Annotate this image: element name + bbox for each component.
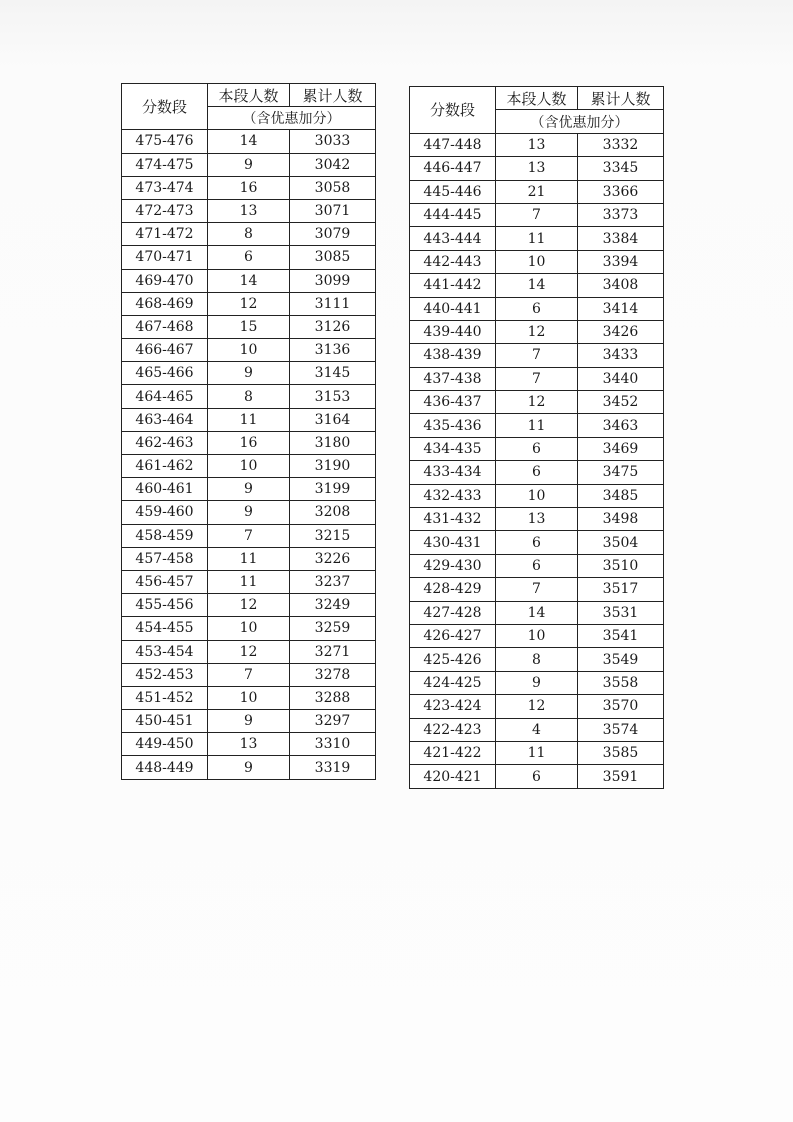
cumulative-cell: 3058 (290, 176, 376, 199)
count-cell: 9 (208, 710, 290, 733)
count-cell: 7 (208, 524, 290, 547)
count-cell: 14 (208, 269, 290, 292)
table-row (122, 710, 376, 733)
cumulative-cell: 3498 (578, 508, 664, 531)
table-row (122, 733, 376, 756)
table-row (410, 203, 664, 226)
count-cell: 14 (496, 601, 578, 624)
table-row (122, 663, 376, 686)
table-row (410, 578, 664, 601)
cumulative-cell: 3145 (290, 362, 376, 385)
table-row (122, 756, 376, 779)
count-cell: 4 (496, 718, 578, 741)
count-cell: 11 (208, 408, 290, 431)
table-row (410, 508, 664, 531)
count-cell: 7 (496, 578, 578, 601)
cumulative-cell: 3288 (290, 686, 376, 709)
table-row (122, 130, 376, 153)
cumulative-cell: 3591 (578, 765, 664, 788)
count-cell: 8 (208, 385, 290, 408)
score-range-cell: 427-428 (410, 601, 496, 624)
count-cell: 21 (496, 180, 578, 203)
cumulative-cell: 3394 (578, 250, 664, 273)
score-range-cell: 456-457 (122, 570, 208, 593)
count-cell: 13 (496, 133, 578, 156)
count-cell: 9 (208, 362, 290, 385)
cumulative-cell: 3469 (578, 437, 664, 460)
table-row (410, 157, 664, 180)
table-row (410, 320, 664, 343)
score-range-cell: 462-463 (122, 431, 208, 454)
score-range-cell: 443-444 (410, 227, 496, 250)
count-cell: 16 (208, 176, 290, 199)
table-row (410, 765, 664, 788)
score-range-cell: 440-441 (410, 297, 496, 320)
score-range-cell: 423-424 (410, 695, 496, 718)
cumulative-cell: 3531 (578, 601, 664, 624)
score-range-cell: 441-442 (410, 274, 496, 297)
count-cell: 11 (208, 570, 290, 593)
score-range-cell: 465-466 (122, 362, 208, 385)
cumulative-cell: 3099 (290, 269, 376, 292)
score-range-cell: 437-438 (410, 367, 496, 390)
cumulative-header: 累计人数 (578, 87, 664, 110)
count-cell: 10 (208, 339, 290, 362)
cumulative-cell: 3574 (578, 718, 664, 741)
cumulative-cell: 3345 (578, 157, 664, 180)
count-cell: 9 (208, 478, 290, 501)
cumulative-cell: 3249 (290, 594, 376, 617)
count-cell: 10 (496, 484, 578, 507)
table-row (122, 686, 376, 709)
count-cell: 14 (208, 130, 290, 153)
score-range-cell: 475-476 (122, 130, 208, 153)
cumulative-cell: 3433 (578, 344, 664, 367)
table-row (122, 501, 376, 524)
count-cell: 10 (208, 686, 290, 709)
cumulative-cell: 3485 (578, 484, 664, 507)
cumulative-cell: 3541 (578, 624, 664, 647)
count-cell: 6 (496, 461, 578, 484)
count-cell: 14 (496, 274, 578, 297)
cumulative-cell: 3366 (578, 180, 664, 203)
score-range-cell: 468-469 (122, 292, 208, 315)
table-row (122, 292, 376, 315)
score-range-cell: 433-434 (410, 461, 496, 484)
table-row (410, 344, 664, 367)
table-row (122, 617, 376, 640)
score-range-cell: 453-454 (122, 640, 208, 663)
score-range-cell: 448-449 (122, 756, 208, 779)
cumulative-cell: 3111 (290, 292, 376, 315)
table-row (122, 640, 376, 663)
count-cell: 15 (208, 315, 290, 338)
score-table-right (409, 86, 664, 789)
cumulative-cell: 3033 (290, 130, 376, 153)
score-range-cell: 431-432 (410, 508, 496, 531)
count-cell: 11 (496, 227, 578, 250)
cumulative-cell: 3079 (290, 223, 376, 246)
score-range-cell: 438-439 (410, 344, 496, 367)
score-range-cell: 439-440 (410, 320, 496, 343)
score-range-cell: 471-472 (122, 223, 208, 246)
score-range-cell: 470-471 (122, 246, 208, 269)
table-row (410, 601, 664, 624)
count-cell: 8 (496, 648, 578, 671)
table-row (410, 484, 664, 507)
count-cell: 12 (208, 594, 290, 617)
count-cell: 10 (496, 250, 578, 273)
cumulative-cell: 3042 (290, 153, 376, 176)
score-range-cell: 426-427 (410, 624, 496, 647)
count-cell: 7 (208, 663, 290, 686)
cumulative-cell: 3271 (290, 640, 376, 663)
table-row (122, 455, 376, 478)
cumulative-cell: 3570 (578, 695, 664, 718)
cumulative-cell: 3190 (290, 455, 376, 478)
count-cell: 8 (208, 223, 290, 246)
cumulative-cell: 3426 (578, 320, 664, 343)
cumulative-cell: 3259 (290, 617, 376, 640)
cumulative-cell: 3414 (578, 297, 664, 320)
cumulative-cell: 3549 (578, 648, 664, 671)
score-range-cell: 442-443 (410, 250, 496, 273)
count-cell: 13 (496, 508, 578, 531)
cumulative-cell: 3136 (290, 339, 376, 362)
table-row (122, 362, 376, 385)
score-range-cell: 450-451 (122, 710, 208, 733)
cumulative-cell: 3510 (578, 554, 664, 577)
count-cell: 7 (496, 367, 578, 390)
score-range-cell: 428-429 (410, 578, 496, 601)
bonus-note: （含优惠加分） (208, 107, 376, 130)
count-cell: 12 (496, 320, 578, 343)
count-cell: 7 (496, 203, 578, 226)
count-cell: 6 (496, 765, 578, 788)
cumulative-cell: 3504 (578, 531, 664, 554)
count-cell: 16 (208, 431, 290, 454)
count-cell: 12 (208, 640, 290, 663)
score-range-cell: 455-456 (122, 594, 208, 617)
table-row (410, 741, 664, 764)
score-range-cell: 420-421 (410, 765, 496, 788)
score-range-cell: 458-459 (122, 524, 208, 547)
score-range-cell: 424-425 (410, 671, 496, 694)
table-row (122, 478, 376, 501)
score-range-cell: 435-436 (410, 414, 496, 437)
score-range-cell: 464-465 (122, 385, 208, 408)
score-range-cell: 454-455 (122, 617, 208, 640)
table-row (410, 531, 664, 554)
count-cell: 9 (208, 756, 290, 779)
cumulative-cell: 3384 (578, 227, 664, 250)
score-range-cell: 422-423 (410, 718, 496, 741)
score-table-left (121, 83, 376, 780)
table-row (410, 391, 664, 414)
count-cell: 12 (496, 695, 578, 718)
bonus-note: （含优惠加分） (496, 110, 664, 133)
table-row (122, 315, 376, 338)
cumulative-cell: 3180 (290, 431, 376, 454)
count-cell: 13 (208, 733, 290, 756)
table-row (410, 695, 664, 718)
table-row (410, 437, 664, 460)
count-cell: 9 (496, 671, 578, 694)
score-range-cell: 430-431 (410, 531, 496, 554)
cumulative-cell: 3297 (290, 710, 376, 733)
table-row (410, 718, 664, 741)
cumulative-cell: 3237 (290, 570, 376, 593)
table-row (122, 385, 376, 408)
cumulative-cell: 3475 (578, 461, 664, 484)
cumulative-cell: 3126 (290, 315, 376, 338)
count-cell: 10 (208, 617, 290, 640)
score-range-cell: 449-450 (122, 733, 208, 756)
cumulative-cell: 3310 (290, 733, 376, 756)
table-row (410, 624, 664, 647)
count-cell: 13 (208, 199, 290, 222)
cumulative-cell: 3085 (290, 246, 376, 269)
score-range-cell: 451-452 (122, 686, 208, 709)
cumulative-cell: 3215 (290, 524, 376, 547)
score-range-cell: 474-475 (122, 153, 208, 176)
score-range-cell: 459-460 (122, 501, 208, 524)
score-range-cell: 446-447 (410, 157, 496, 180)
cumulative-cell: 3278 (290, 663, 376, 686)
table-row (122, 199, 376, 222)
score-range-cell: 444-445 (410, 203, 496, 226)
table-row (410, 554, 664, 577)
score-range-cell: 452-453 (122, 663, 208, 686)
table-row (410, 250, 664, 273)
cumulative-cell: 3440 (578, 367, 664, 390)
table-row (410, 648, 664, 671)
count-cell: 6 (496, 531, 578, 554)
cumulative-cell: 3558 (578, 671, 664, 694)
score-range-cell: 469-470 (122, 269, 208, 292)
count-cell: 12 (208, 292, 290, 315)
count-header: 本段人数 (208, 84, 290, 107)
cumulative-cell: 3208 (290, 501, 376, 524)
score-range-header: 分数段 (122, 84, 208, 130)
table-row (410, 133, 664, 156)
table-row (122, 246, 376, 269)
header-row (122, 84, 376, 107)
count-cell: 6 (496, 437, 578, 460)
table-row (122, 570, 376, 593)
score-range-cell: 436-437 (410, 391, 496, 414)
cumulative-cell: 3226 (290, 547, 376, 570)
score-range-cell: 457-458 (122, 547, 208, 570)
table-row (122, 223, 376, 246)
count-cell: 12 (496, 391, 578, 414)
count-cell: 9 (208, 153, 290, 176)
table-row (410, 671, 664, 694)
table-row (122, 269, 376, 292)
table-row (122, 408, 376, 431)
count-cell: 6 (208, 246, 290, 269)
table-row (122, 339, 376, 362)
score-range-cell: 445-446 (410, 180, 496, 203)
cumulative-cell: 3517 (578, 578, 664, 601)
table-row (122, 594, 376, 617)
score-range-cell: 461-462 (122, 455, 208, 478)
cumulative-cell: 3071 (290, 199, 376, 222)
count-cell: 6 (496, 554, 578, 577)
score-range-cell: 421-422 (410, 741, 496, 764)
score-range-cell: 429-430 (410, 554, 496, 577)
cumulative-cell: 3153 (290, 385, 376, 408)
count-cell: 10 (496, 624, 578, 647)
table-row (122, 176, 376, 199)
count-header: 本段人数 (496, 87, 578, 110)
score-range-cell: 463-464 (122, 408, 208, 431)
cumulative-cell: 3408 (578, 274, 664, 297)
table-row (122, 524, 376, 547)
table-row (410, 414, 664, 437)
count-cell: 9 (208, 501, 290, 524)
score-range-cell: 432-433 (410, 484, 496, 507)
count-cell: 11 (496, 741, 578, 764)
score-range-cell: 447-448 (410, 133, 496, 156)
score-range-cell: 434-435 (410, 437, 496, 460)
cumulative-cell: 3463 (578, 414, 664, 437)
table-row (410, 180, 664, 203)
count-cell: 6 (496, 297, 578, 320)
score-range-cell: 472-473 (122, 199, 208, 222)
cumulative-cell: 3452 (578, 391, 664, 414)
cumulative-cell: 3319 (290, 756, 376, 779)
table-row (410, 227, 664, 250)
cumulative-cell: 3332 (578, 133, 664, 156)
table-row (410, 297, 664, 320)
table-row (122, 153, 376, 176)
cumulative-header: 累计人数 (290, 84, 376, 107)
count-cell: 10 (208, 455, 290, 478)
table-row (410, 367, 664, 390)
table-row (410, 461, 664, 484)
cumulative-cell: 3164 (290, 408, 376, 431)
score-range-cell: 460-461 (122, 478, 208, 501)
cumulative-cell: 3373 (578, 203, 664, 226)
score-range-cell: 467-468 (122, 315, 208, 338)
cumulative-cell: 3199 (290, 478, 376, 501)
header-row (410, 87, 664, 110)
score-range-cell: 425-426 (410, 648, 496, 671)
count-cell: 13 (496, 157, 578, 180)
count-cell: 11 (496, 414, 578, 437)
score-range-cell: 466-467 (122, 339, 208, 362)
table-row (410, 274, 664, 297)
table-row (122, 547, 376, 570)
count-cell: 11 (208, 547, 290, 570)
score-range-cell: 473-474 (122, 176, 208, 199)
score-range-header: 分数段 (410, 87, 496, 134)
table-row (122, 431, 376, 454)
count-cell: 7 (496, 344, 578, 367)
cumulative-cell: 3585 (578, 741, 664, 764)
